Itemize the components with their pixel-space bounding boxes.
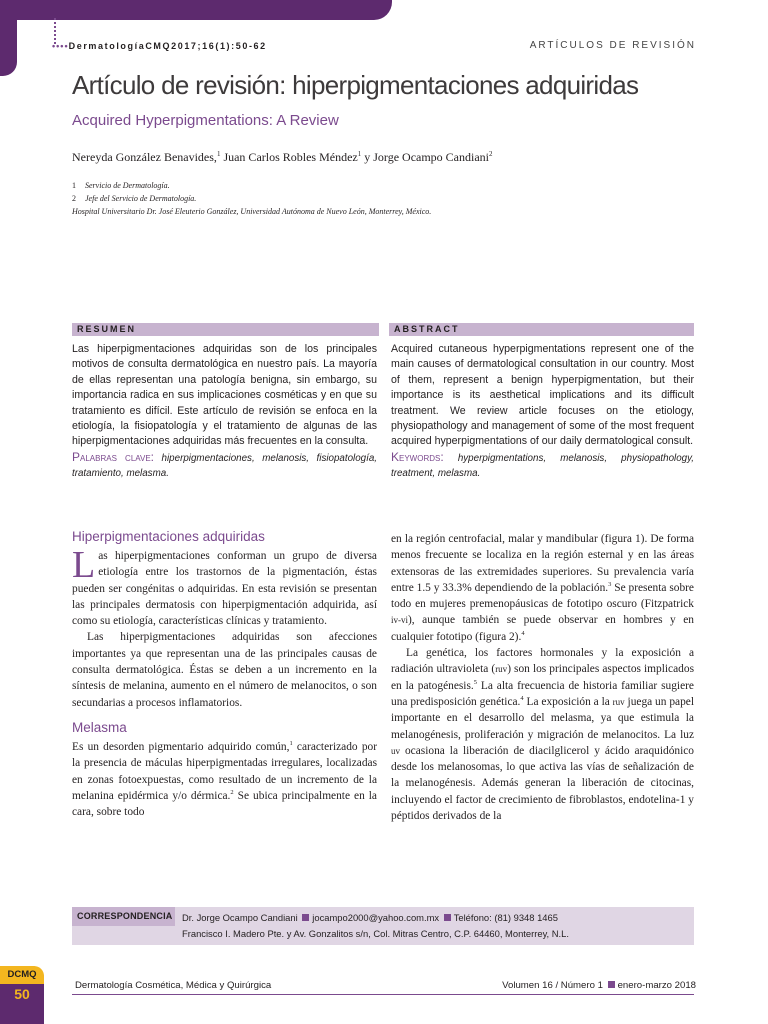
citation-ref: 5 xyxy=(473,678,477,686)
abstract-text: Acquired cutaneous hyperpigmentations represent one of the main causes of dermatological consultation in our country. Most of them, represent a benign hyperpigmentation, but their importance is its aesthetical implications and its difficult treatment. We review article focuses on the etiology, physiopathology and management of some of the most frequent acquired hyperpigmentations of our daily dermatological consult. Keywords: hyperpigmentations, melanosis, physiopathology, treatment, melasma. xyxy=(391,343,694,480)
paragraph-melasma-pathogenesis: La genética, los factores hormonales y la exposición a radiación ultravioleta (ruv) son los principales aspectos implicados en la patogénesis.$^5$ La alta frecuencia de historia familiar sugiere una predisposición genética.$^4$ La exposición a la ruv juega un papel importante en el desarrollo del melasma, ya que estimula la melanogénesis, proliferación y migración de melanocitos. La luz uv ocasiona la liberación de diacilglicerol y ácido araquidónico desde los melanosomas, lo que activa las vías de señalización de la melanogénesis. Además generan la liberación de citocinas, incluyendo el factor de crecimiento de fibroblastos, endotelina-1 y péptidos derivados de la xyxy=(391,647,694,823)
page-number: 50 xyxy=(14,986,30,1002)
affiliations xyxy=(72,179,431,218)
article-title-english: Acquired Hyperpigmentations: A Review xyxy=(72,112,339,129)
resumen-keywords-label: Palabras clave: xyxy=(72,449,155,464)
abstract-heading: ABSTRACT xyxy=(389,323,694,336)
resumen-heading: RESUMEN xyxy=(72,323,379,336)
body-column-right xyxy=(391,531,694,824)
paragraph-intro: Las hiperpigmentaciones conforman un grupo de diversa etiología entre los trastornos de la pigmentación, éstas pueden ser congénitas o adquiridas. En esta revisión se presentan las principales dermatosis con hiperpigmentación adquirida, así como su etiología, características clínicas y tratamiento. xyxy=(72,544,377,628)
section-heading-melasma: Melasma xyxy=(72,719,127,735)
correspondence-label: CORRESPONDENCIA xyxy=(72,907,175,926)
author-1: Nereyda González Benavides, xyxy=(72,150,217,164)
body-column-left xyxy=(72,528,377,820)
correspondence-contact xyxy=(182,912,558,923)
citation-dots: •••• xyxy=(52,41,69,51)
author-3: y Jorge Ocampo Candiani xyxy=(361,150,490,164)
author-1-affil: 1 xyxy=(216,150,221,158)
resumen-keywords: hiperpigmentaciones, melanosis, fisiopatología, tratamiento, melasma. xyxy=(72,452,378,480)
drop-cap: L xyxy=(72,544,96,586)
abstract-keywords-label: Keywords: xyxy=(391,449,444,464)
correspondence-email[interactable]: jocampo2000@yahoo.com.mx xyxy=(312,912,440,923)
citation-ref: 1 xyxy=(289,740,293,748)
abstract-keywords: hyperpigmentations, melanosis, physiopathology, treatment, melasma. xyxy=(391,452,694,480)
section-heading-hiperpigmentaciones: Hiperpigmentaciones adquiridas xyxy=(72,529,265,544)
author-3-affil: 2 xyxy=(489,150,493,158)
section-label: ARTÍCULOS DE REVISIÓN xyxy=(529,40,696,51)
author-2-affil: 1 xyxy=(357,150,362,158)
authors xyxy=(72,150,493,165)
resumen-text: Las hiperpigmentaciones adquiridas son de los principales motivos de consulta dermatológica en nuestro país. La mayoría de ellas representan una patología benigna, sin embargo, su importancia radica en sus implicaciones cosméticas y en que su tratamiento es difícil. Este artículo de revisión se enfoca en la etiología, la fisiopatología y el tratamiento de algunas de las hiperpigmentaciones adquiridas más frecuentes en la consulta. Palabras clave: hiperpigmentaciones, melanosis, fisiopatología, tratamiento, melasma. xyxy=(72,343,378,480)
citation-ref: 4 xyxy=(520,695,524,703)
journal-citation xyxy=(52,41,267,51)
affiliation-hospital: Hospital Universitario Dr. José Eleuterio González, Universidad Autónoma de Nuevo León, Monterrey, México. xyxy=(72,207,432,216)
paragraph-melasma-location: en la región centrofacial, malar y mandibular (figura 1). De forma menos frecuente se localiza en la región esternal y en las áreas extensoras de las extremidades superiores. Su prevalencia varía entre 1.5 y 33.3% dependiendo de la población.$^3$ Se presenta sobre todo en mujeres premenopáusicas de fototipo oscuro (Fitzpatrick iv-vi), aunque también se puede observar en hombres y en cualquier fototipo (figura 2).$^4$ xyxy=(391,533,694,643)
citation-ref: 3 xyxy=(608,581,612,589)
article-title: Artículo de revisión: hiperpigmentaciones adquiridas xyxy=(72,70,639,100)
citation-ref: 4 xyxy=(521,629,525,637)
side-accent xyxy=(0,0,17,76)
footer-volume: Volumen 16 / Número 1 enero-marzo 2018 xyxy=(502,980,696,991)
correspondence-address: Francisco I. Madero Pte. y Av. Gonzalitos s/n, Col. Mitras Centro, C.P. 64460, Monterrey, N.L. xyxy=(182,928,569,939)
citation-text: DermatologíaCMQ2017;16(1):50-62 xyxy=(68,41,267,51)
paragraph-importance: Las hiperpigmentaciones adquiridas son afecciones importantes ya que representan una de las principales causas de consulta dermatológica. Éstas se deben a un incremento en la síntesis de melanina, aumento en el número de melanocitos, o son secundarias a procesos inflamatorios. xyxy=(72,631,377,709)
author-2: Juan Carlos Robles Méndez xyxy=(220,150,358,164)
correspondence-phone: Teléfono: (81) 9348 1465 xyxy=(453,912,558,923)
journal-badge: DCMQ xyxy=(0,966,44,984)
square-bullet-icon xyxy=(608,981,615,988)
square-bullet-icon xyxy=(302,914,309,921)
header-band xyxy=(0,0,392,20)
footer-journal-name: Dermatología Cosmética, Médica y Quirúrgica xyxy=(75,980,272,991)
square-bullet-icon xyxy=(444,914,451,921)
footer-divider xyxy=(72,994,694,995)
affiliation-1: 1 Servicio de Dermatología. xyxy=(72,181,170,190)
affiliation-2: 2 Jefe del Servicio de Dermatología. xyxy=(72,194,197,203)
paragraph-melasma-definition: Es un desorden pigmentario adquirido común,$^1$ caracterizado por la presencia de máculas hiperpigmentadas irregulares, localizadas en zonas fotoexpuestas, como resultado de un incremento de la melanina epidérmica y/o dérmica.$^2$ Se ubica principalmente en la cara, sobre todo xyxy=(72,740,378,819)
correspondence-name: Dr. Jorge Ocampo Candiani xyxy=(182,912,298,923)
citation-ref: 2 xyxy=(230,789,234,797)
